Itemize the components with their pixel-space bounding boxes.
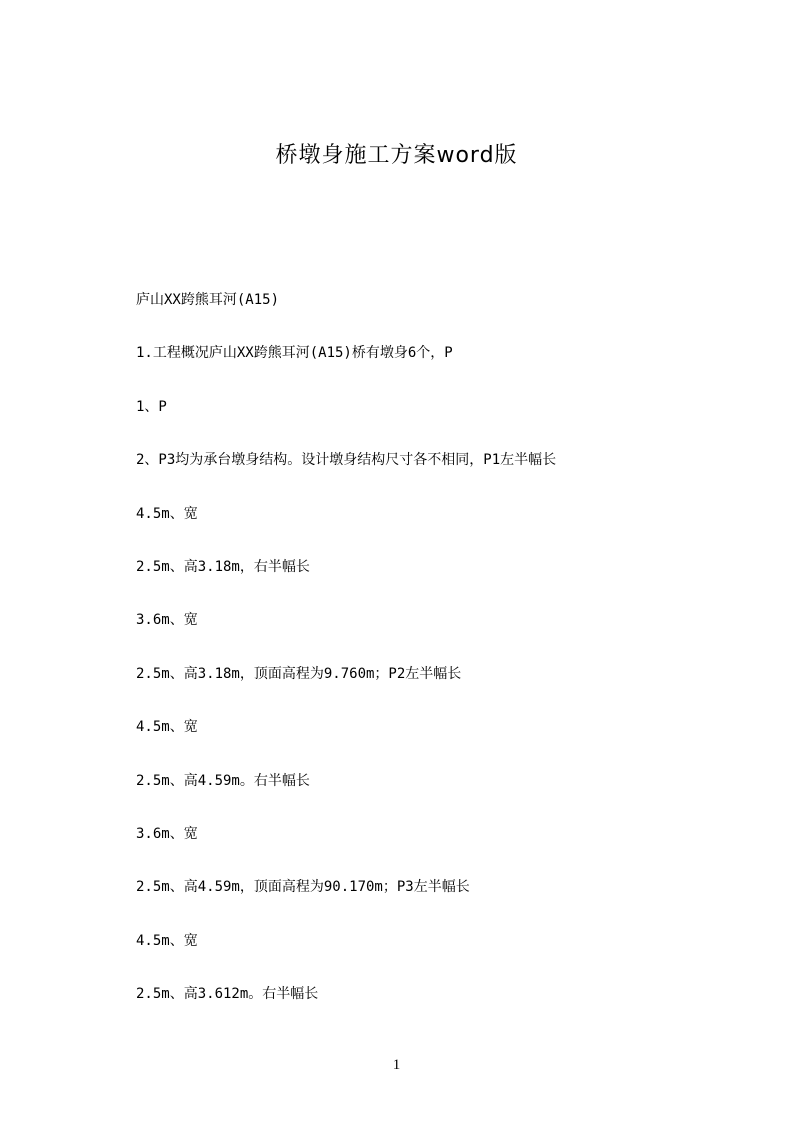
body-line: 4.5m、宽 <box>136 505 198 522</box>
body-line: 2.5m、高3.18m，顶面高程为9.760m；P2左半幅长 <box>136 665 462 682</box>
body-line: 2、P3均为承台墩身结构。设计墩身结构尺寸各不相同，P1左半幅长 <box>136 452 557 469</box>
page-number: 1 <box>392 1057 401 1073</box>
body-line: 1.工程概况庐山XX跨熊耳河(A15)桥有墩身6个，P <box>136 345 453 362</box>
body-line: 3.6m、宽 <box>136 825 198 842</box>
body-line: 4.5m、宽 <box>136 719 198 736</box>
document-title: 桥墩身施工方案word版 <box>275 143 518 168</box>
body-line: 2.5m、高4.59m。右半幅长 <box>136 772 310 789</box>
body-line: 2.5m、高4.59m，顶面高程为90.170m；P3左半幅长 <box>136 879 470 896</box>
body-line: 2.5m、高3.18m，右半幅长 <box>136 558 310 575</box>
body-line: 4.5m、宽 <box>136 932 198 949</box>
body-line: 2.5m、高3.612m。右半幅长 <box>136 986 319 1003</box>
body-line: 1、P <box>136 398 167 415</box>
document-body <box>136 288 696 1035</box>
body-line: 3.6m、宽 <box>136 612 198 629</box>
body-line: 庐山XX跨熊耳河(A15) <box>136 292 280 308</box>
